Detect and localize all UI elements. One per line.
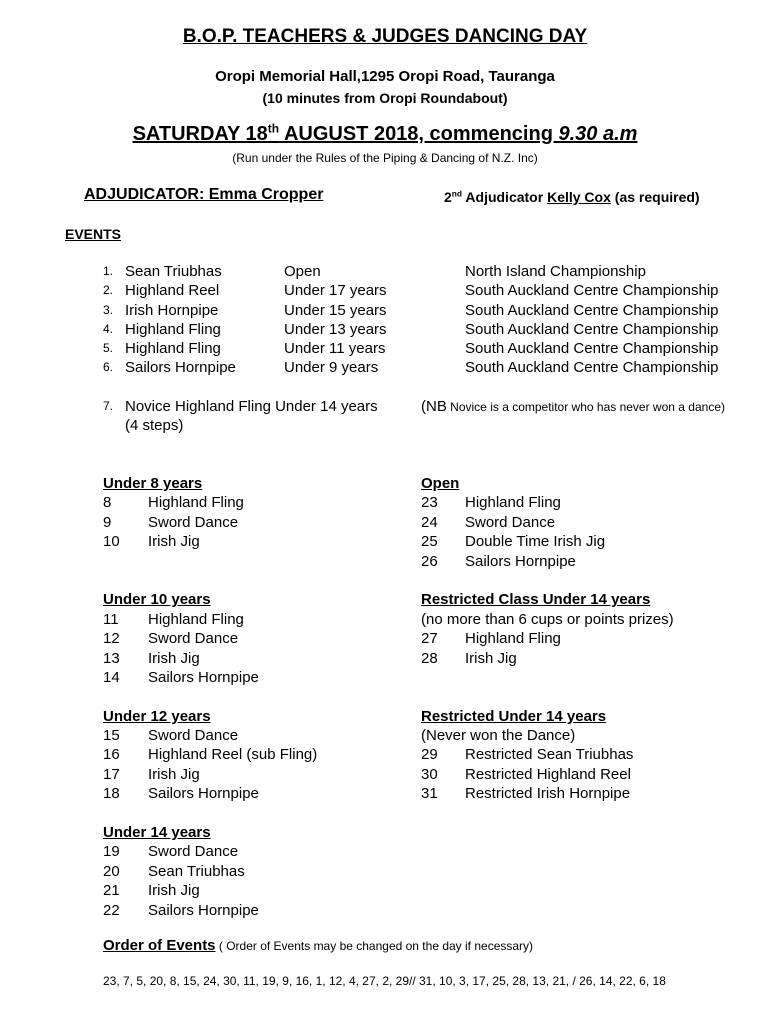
event-number: 30	[421, 765, 438, 783]
age-group	[0, 590, 770, 706]
second-adjudicator: 2nd Adjudicator Kelly Cox (as required)	[444, 188, 700, 205]
date-month: AUGUST 2018, commencing	[279, 123, 559, 145]
event-dance: Highland Fling	[148, 610, 244, 628]
age-group-heading: Under 14 years	[103, 824, 211, 842]
event-age: Open	[284, 263, 321, 280]
event-row	[0, 339, 770, 358]
event-dance: Restricted Irish Hornpipe	[465, 785, 631, 803]
order-of-events	[103, 937, 533, 955]
event-dance: Highland Fling	[125, 320, 221, 338]
event-number: 12	[103, 630, 120, 648]
event-age: Under 13 years	[284, 320, 387, 338]
event-dance: Irish Jig	[465, 649, 517, 667]
age-group	[0, 823, 400, 920]
event-number: 8	[103, 494, 112, 512]
event-number: 1.	[103, 264, 114, 278]
event-dance: Double Time Irish Jig	[465, 533, 606, 551]
event-dance: Sean Triubhas	[148, 862, 245, 880]
event-dance: Highland Fling	[125, 340, 221, 358]
event-row	[0, 629, 770, 648]
event-row	[0, 532, 770, 551]
start-time: 9.30 a.m	[558, 123, 638, 145]
event-number: 6.	[103, 360, 114, 375]
event-dance: Highland Fling	[148, 494, 244, 512]
event-dance: Sword Dance	[148, 630, 239, 648]
age-group-heading: Restricted Class Under 14 years	[421, 591, 651, 609]
event-number: 5.	[103, 341, 114, 356]
event-number: 9	[103, 513, 112, 531]
event-age: Under 17 years	[284, 282, 387, 300]
event-dance: Sword Dance	[148, 727, 239, 745]
age-group-heading: Restricted Under 14 years	[421, 707, 607, 725]
event-age: Under 9 years	[284, 359, 379, 377]
event-number: 15	[103, 727, 120, 745]
event-title: South Auckland Centre Championship	[465, 340, 719, 358]
novice-line-2: (4 steps)	[125, 417, 184, 435]
event-row	[0, 862, 400, 881]
event-number: 4.	[103, 321, 114, 336]
directions: (10 minutes from Oropi Roundabout)	[262, 90, 508, 106]
date-suffix: th	[267, 121, 280, 136]
event-row	[0, 301, 770, 320]
novice-note: (NB Novice is a competitor who has never won a dance)	[421, 398, 725, 415]
event-title: South Auckland Centre Championship	[465, 282, 719, 300]
event-number: 24	[421, 513, 438, 531]
event-dance: Irish Jig	[148, 649, 200, 667]
event-dance: Sword Dance	[148, 843, 239, 861]
event-number: 16	[103, 746, 120, 764]
event-number: 18	[103, 785, 120, 803]
age-group	[0, 474, 770, 590]
event-number: 17	[103, 765, 120, 783]
event-number: 7.	[103, 399, 114, 413]
event-row	[0, 784, 770, 803]
age-group	[0, 707, 770, 804]
event-dance: Sword Dance	[148, 513, 239, 531]
event-dance: Irish Jig	[148, 882, 200, 900]
event-dance: Sean Triubhas	[125, 263, 222, 280]
event-row	[0, 262, 770, 281]
event-row	[0, 320, 770, 339]
event-dance: Highland Fling	[465, 630, 561, 648]
event-dance: Sailors Hornpipe	[148, 901, 259, 919]
event-number: 3.	[103, 302, 114, 317]
order-sequence: 23, 7, 5, 20, 8, 15, 24, 30, 11, 19, 9, 16, 1, 12, 4, 27, 2, 29// 31, 10, 3, 17, 25, 28, 13, 21, / 26, 14, 22, 6, 18	[103, 974, 666, 988]
event-number: 31	[421, 785, 438, 803]
event-number: 10	[103, 533, 120, 551]
novice-line-1: Novice Highland Fling Under 14 years	[125, 398, 378, 415]
events-heading: EVENTS	[65, 226, 122, 242]
event-row	[0, 493, 770, 512]
event-row	[0, 901, 400, 920]
age-groups-right	[0, 474, 770, 804]
event-number: 25	[421, 533, 438, 551]
event-row	[0, 745, 770, 764]
event-title: South Auckland Centre Championship	[465, 301, 719, 319]
event-dance: Irish Jig	[148, 765, 200, 783]
order-note: ( Order of Events may be changed on the day if necessary)	[215, 939, 534, 953]
championship-events	[0, 262, 770, 378]
page-title: B.O.P. TEACHERS & JUDGES DANCING DAY	[182, 26, 588, 47]
novice-event	[0, 397, 770, 436]
event-title: South Auckland Centre Championship	[465, 359, 719, 377]
event-number: 26	[421, 552, 438, 570]
adjudicator: ADJUDICATOR: Emma Cropper	[84, 186, 324, 203]
event-dance: Sailors Hornpipe	[148, 668, 259, 686]
event-number: 28	[421, 649, 438, 667]
venue: Oropi Memorial Hall,1295 Oropi Road, Tauranga	[215, 68, 555, 85]
age-group-heading: Open	[421, 475, 460, 492]
event-dance: Sailors Hornpipe	[465, 552, 576, 570]
event-title: North Island Championship	[465, 263, 646, 280]
event-number: 22	[103, 901, 120, 919]
event-row	[0, 513, 770, 532]
event-dance: Sailors Hornpipe	[148, 785, 259, 803]
event-row	[0, 765, 770, 784]
second-adjudicator-name: Kelly Cox	[547, 189, 611, 205]
event-dance: Highland Reel (sub Fling)	[148, 746, 318, 764]
age-group-heading: Under 10 years	[103, 591, 211, 609]
event-number: 19	[103, 843, 120, 861]
age-group-note: (no more than 6 cups or points prizes)	[421, 610, 674, 628]
event-number: 14	[103, 668, 120, 686]
event-dance: Restricted Sean Triubhas	[465, 746, 634, 764]
event-number: 2.	[103, 283, 114, 298]
event-row	[0, 281, 770, 300]
event-row	[0, 552, 770, 571]
rules-note: (Run under the Rules of the Piping & Dancing of N.Z. Inc)	[232, 151, 538, 165]
age-group-note: (Never won the Dance)	[421, 727, 576, 745]
date-prefix: SATURDAY 18	[132, 123, 268, 145]
event-dance: Highland Fling	[465, 494, 561, 512]
age-group-heading: Under 8 years	[103, 475, 203, 492]
event-number: 13	[103, 649, 120, 667]
event-row	[0, 649, 770, 668]
event-title: South Auckland Centre Championship	[465, 320, 719, 338]
event-age: Under 11 years	[284, 340, 386, 358]
event-row	[0, 358, 770, 377]
event-number: 20	[103, 862, 120, 880]
event-dance: Sailors Hornpipe	[125, 359, 236, 377]
date-line	[0, 123, 770, 146]
event-number: 21	[103, 882, 120, 900]
event-dance: Sword Dance	[465, 513, 556, 531]
event-row	[0, 881, 400, 900]
event-number: 27	[421, 630, 438, 648]
age-group-heading: Under 12 years	[103, 707, 211, 725]
event-age: Under 15 years	[284, 301, 387, 319]
event-dance: Restricted Highland Reel	[465, 765, 631, 783]
order-heading: Order of Events	[103, 937, 216, 954]
event-number: 11	[103, 610, 119, 628]
event-dance: Irish Jig	[148, 533, 200, 551]
event-dance: Highland Reel	[125, 282, 220, 300]
event-dance: Irish Hornpipe	[125, 301, 219, 319]
event-number: 29	[421, 746, 438, 764]
event-number: 23	[421, 494, 438, 512]
event-row	[0, 842, 400, 861]
